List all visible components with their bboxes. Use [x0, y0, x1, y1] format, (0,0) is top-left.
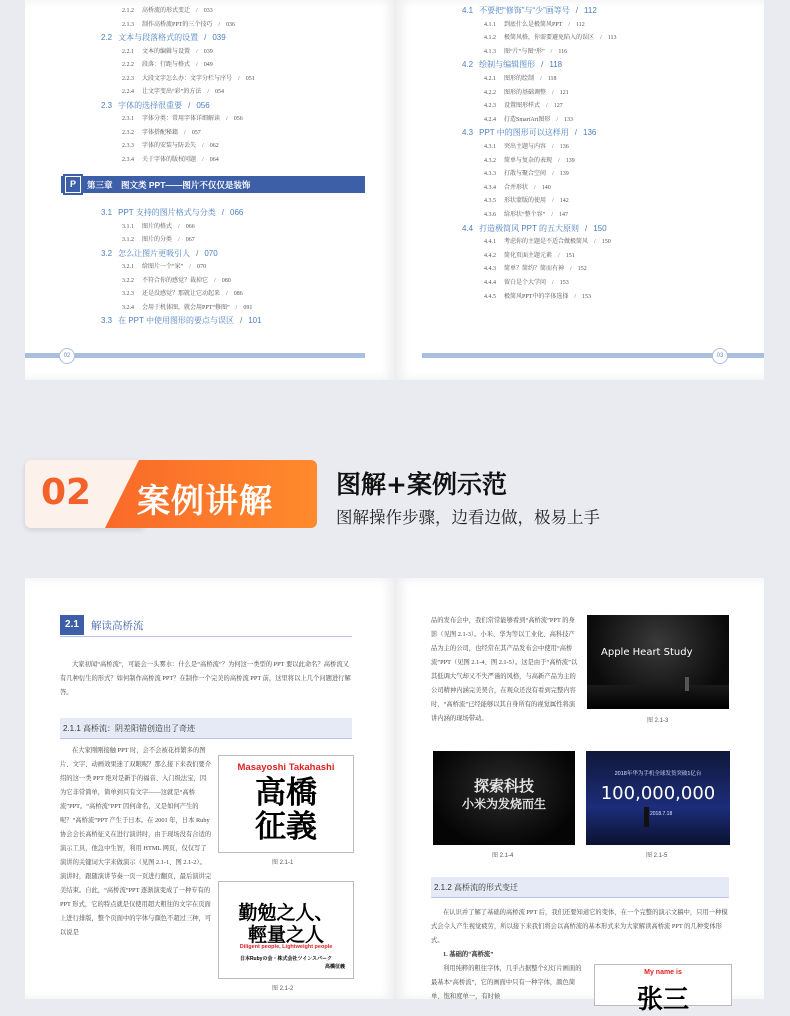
toc-subsection-entry	[484, 32, 616, 41]
toc-entry-page: 062	[209, 143, 219, 149]
toc-entry-title: 让文字变出“彩”的方法	[142, 89, 202, 95]
toc-entry-page: 133	[564, 116, 574, 123]
toc-entry-page: 067	[185, 237, 195, 243]
toc-entry-number: 2.1.3	[122, 21, 134, 28]
section-title: 解读高桥流	[91, 620, 144, 632]
toc-entry-title: 留白是个大学问	[504, 280, 547, 286]
toc-entry-page: 136	[559, 144, 569, 150]
toc-entry-page: 070	[204, 248, 218, 258]
toc-entry-page: 116	[558, 48, 568, 55]
toc-entry-separator: /	[556, 116, 559, 123]
toc-entry-title: 绘制与编辑图形	[479, 60, 536, 70]
toc-section-entry	[101, 207, 243, 218]
toc-subsection-entry	[484, 19, 585, 28]
content-page-left	[25, 578, 395, 999]
toc-entry-separator: /	[552, 144, 554, 150]
toc-entry-page: 112	[584, 6, 597, 15]
toc-entry-page: 086	[233, 291, 243, 297]
toc-subsection-entry	[122, 113, 243, 122]
toc-entry-title: PPT 支持的图片格式与分类	[118, 208, 216, 217]
toc-entry-separator: /	[239, 316, 243, 325]
toc-entry-number: 3.2	[101, 248, 113, 258]
toc-entry-number: 3.3	[101, 316, 113, 325]
toc-subsection-entry	[484, 168, 569, 177]
toc-entry-page: 039	[212, 33, 226, 42]
toc-entry-separator: /	[594, 239, 596, 246]
toc-entry-number: 4.2.3	[484, 103, 496, 110]
toc-entry-number: 4.2	[462, 60, 474, 70]
toc-subsection-entry	[122, 19, 235, 28]
toc-subsection-entry	[122, 127, 201, 136]
list-item-1: 1. 基础的“高桥流”	[443, 951, 494, 958]
fig5-big: 100,000,000	[600, 783, 716, 804]
toc-entry-page: 039	[203, 48, 213, 55]
fig4-line2: 小米为发烧而生	[461, 797, 546, 811]
toc-subsection-entry	[122, 234, 195, 243]
toc-entry-title: 文本与段落格式的设置	[118, 33, 199, 42]
toc-entry-number: 2.3	[101, 100, 113, 110]
fig1-big2: 征義	[255, 809, 317, 845]
toc-entry-separator: /	[551, 212, 553, 218]
toc-entry-separator: /	[558, 252, 560, 259]
fig2-author: 高橋征義	[324, 964, 345, 970]
toc-entry-number: 3.1	[101, 208, 113, 217]
toc-entry-separator: /	[546, 103, 548, 110]
toc-entry-separator: /	[178, 223, 180, 230]
toc-entry-title: 不符合你的感觉？裁掉它	[142, 277, 209, 284]
toc-subsection-entry	[484, 263, 587, 272]
intro-paragraph: 大家初闻“高桥流”，可能会一头雾水：什么是“高桥流”？为何这一类型的 PPT 要以此命名？高桥流又有几种衍生的形式？如何制作高桥流 PPT？在制作一个完美的高桥流 PPT 前，这里将以上几个问题进行解答。	[60, 661, 351, 696]
toc-subsection-entry	[484, 277, 569, 286]
toc-entry-number: 4.4.3	[484, 266, 496, 273]
toc-entry-page: 066	[185, 223, 195, 230]
page-number-left: 02	[59, 348, 75, 364]
toc-entry-separator: /	[188, 100, 191, 110]
toc-entry-number: 4.4.2	[484, 252, 496, 259]
fig2-line1: 勤勉之人、	[238, 902, 334, 924]
toc-entry-page: 064	[209, 156, 219, 163]
toc-entry-separator: /	[218, 21, 221, 28]
toc-entry-number: 4.3.3	[484, 171, 496, 178]
toc-entry-page: 153	[559, 280, 569, 286]
toc-subsection-entry	[122, 221, 195, 230]
toc-entry-page: 036	[226, 21, 236, 28]
toc-subsection-entry	[122, 275, 231, 284]
toc-entry-number: 2.2.4	[122, 89, 134, 95]
toc-entry-number: 4.4	[462, 223, 474, 233]
toc-entry-page: 066	[230, 208, 244, 217]
chapter-3-icon	[63, 174, 83, 195]
fig1-caption: 图 2.1-1	[272, 860, 294, 866]
toc-entry-page: 070	[197, 264, 206, 270]
section-rule	[60, 636, 352, 637]
fig3-stage	[587, 685, 729, 709]
toc-entry-page: 057	[191, 129, 201, 136]
toc-entry-number: 4.1.3	[484, 48, 496, 55]
toc-entry-separator: /	[540, 76, 542, 82]
toc-entry-number: 4.4.5	[484, 293, 496, 300]
toc-entry-separator: /	[202, 143, 204, 149]
fig5-caption: 图 2.1-5	[646, 853, 668, 859]
toc-entry-title: 图形的绘制	[504, 76, 535, 82]
toc-entry-number: 4.3.4	[484, 184, 496, 191]
toc-entry-separator: /	[226, 116, 228, 122]
toc-entry-number: 3.1.2	[122, 237, 134, 243]
toc-entry-number: 2.2	[101, 33, 113, 42]
toc-entry-title: 字体搭配秘籍	[142, 129, 179, 136]
toc-entry-number: 2.3.1	[122, 116, 134, 122]
toc-entry-number: 2.2.3	[122, 75, 134, 82]
toc-subsection-entry	[122, 154, 219, 163]
toc-entry-separator: /	[204, 33, 207, 42]
fig4-line1: 探索科技	[473, 777, 534, 795]
toc-entry-title: 突出主题与内容	[504, 144, 547, 150]
toc-entry-title: 字体的选择很重要	[118, 100, 183, 110]
figure-2-1-5	[586, 751, 730, 845]
footer-bar-left	[25, 353, 365, 358]
fig2-en: Diligent people, Lightweight people	[239, 944, 333, 950]
toc-entry-separator: /	[196, 62, 198, 68]
fig2-line2: 輕量之人	[247, 924, 324, 946]
toc-entry-page: 151	[565, 252, 575, 259]
toc-entry-separator: /	[534, 184, 536, 191]
toc-entry-title: 极简风格，你需要避免陷入的误区	[504, 35, 595, 42]
toc-entry-page: 080	[221, 277, 231, 284]
fig4-caption: 图 2.1-4	[492, 853, 514, 859]
toc-entry-page: 150	[601, 239, 611, 246]
subsection-title-2: 2.1.2 高桥流的形式变迁	[434, 883, 519, 892]
toc-entry-title: 简单？简约？简而有神	[504, 266, 565, 273]
toc-entry-title: 合并形状	[504, 184, 529, 191]
toc-entry-number: 2.2.2	[122, 62, 134, 68]
body-paragraph-right: 在认识并了解了基础的高桥流 PPT 后，我们还要知道它的变体，在一个完整的演示文稿中，只用一种模式会令人产生视觉疲劳，所以接下来我们将会以高桥流的基本形式来为大家解读高桥流 PPT 的几种变体形式。	[431, 909, 728, 944]
banner	[25, 460, 325, 528]
toc-entry-separator: /	[226, 291, 228, 297]
toc-entry-separator: /	[178, 237, 180, 243]
toc-entry-title: 高桥流的形式变迁	[142, 8, 191, 14]
figure-2-1-1	[218, 755, 354, 853]
toc-entry-title: 字体分类：常用字体详细解读	[142, 116, 221, 122]
toc-subsection-entry	[122, 5, 213, 14]
toc-section-entry	[101, 100, 210, 111]
toc-entry-title: 打造极简风 PPT 的五大原则	[479, 223, 579, 233]
toc-entry-title: PPT 中的图形可以这样用	[479, 128, 569, 138]
toc-subsection-entry	[484, 87, 569, 96]
toc-entry-number: 4.4.4	[484, 280, 496, 286]
banner-title: 图解+案例示范	[336, 470, 507, 499]
fig1-name: Masayoshi Takahashi	[237, 762, 335, 773]
toc-subsection-entry	[484, 182, 551, 191]
toc-entry-number: 2.3.2	[122, 129, 134, 136]
fig1-big1: 高橋	[255, 775, 317, 811]
toc-subsection-entry	[484, 155, 575, 164]
toc-entry-separator: /	[552, 89, 554, 96]
toc-subsection-entry	[122, 261, 206, 270]
toc-entry-separator: /	[196, 8, 198, 14]
toc-entry-number: 4.3.5	[484, 198, 496, 205]
toc-entry-title: 关于字体的版权问题	[142, 156, 197, 163]
toc-section-entry	[101, 32, 226, 43]
toc-entry-separator: /	[552, 171, 554, 178]
toc-entry-title: 设置图形样式	[504, 103, 541, 110]
toc-subsection-entry	[484, 195, 569, 204]
toc-entry-page: 142	[559, 198, 569, 205]
toc-entry-separator: /	[238, 75, 240, 82]
toc-entry-title: 文本的编辑与设置	[142, 48, 191, 55]
toc-entry-title: 会用于机体图，就会用PPT“修图”	[142, 304, 230, 311]
toc-entry-number: 4.1	[462, 6, 474, 15]
fig3-text: Apple Heart Study	[601, 647, 693, 658]
toc-subsection-entry	[122, 86, 224, 95]
fig3-speaker	[685, 677, 689, 691]
body-paragraph-left: 在大家刚刚接触 PPT 时，会不会被花样繁多的图片、文字、动画效果迷了双眼呢？那么接下来我们要介绍的这一类 PPT 绝对是新手的福音、入门级法宝，因为它非常简单，简单到只有文字——这就是“高桥流”PPT。“高桥流”PPT 因何命名，又是如何产生的呢？“高桥流”PPT 产生于日本。在 2001 年，日本 Ruby 协会会长高桥征义在进行演讲时，由于现场没有合适的演示工具，他急中生智，利用 HTML 网页，仅仅写了演讲的关键词大字来做演示（见图 2.1-1、图 2.1-2）。演讲时，跟随演讲节奏一页一页进行翻页，最后演讲完美结束。自此，“高桥流”PPT 逐渐演变成了一种专有的 PPT 形式，它的特点就是仅使用超大粗往的文字在页面上进行排版，整个页面中的字体与颜色不超过三种，可以说是	[60, 747, 212, 936]
toc-subsection-entry	[484, 141, 569, 150]
fig2-jp: 日本Rubyの会・株式会社ツインスパーク	[239, 956, 333, 962]
figure-2-1-6	[594, 964, 732, 1015]
toc-entry-number: 4.1.2	[484, 35, 496, 42]
toc-entry-separator: /	[552, 280, 554, 286]
toc-entry-separator: /	[221, 208, 224, 217]
toc-entry-title: 怎么让图片更吸引人	[118, 248, 191, 258]
fig2-caption: 图 2.1-2	[272, 986, 294, 992]
fig6-big: 张三	[636, 985, 689, 1015]
toc-subsection-entry	[484, 250, 575, 259]
toc-entry-separator: /	[196, 48, 198, 55]
toc-entry-title: 简单与复杂的表现	[504, 157, 553, 164]
toc-entry-title: 考虑你的主题是不适合做极简风	[504, 239, 589, 246]
fig3-caption: 图 2.1-3	[647, 718, 669, 724]
toc-entry-number: 2.3.4	[122, 156, 134, 163]
toc-subsection-entry	[122, 140, 219, 149]
toc-section-entry	[462, 127, 596, 138]
toc-entry-title: 图片的分类	[142, 237, 173, 243]
toc-section-entry	[101, 315, 262, 326]
toc-entry-title: 字体的安装与防丢失	[142, 143, 197, 149]
toc-subsection-entry	[122, 302, 252, 311]
toc-subsection-entry	[122, 59, 213, 68]
toc-subsection-entry	[484, 291, 591, 300]
banner-number: 02	[41, 472, 92, 513]
toc-entry-page: 139	[565, 157, 575, 164]
fig5-top: 2018年华为手机全球发货突破1亿台	[614, 771, 702, 777]
toc-entry-title: 大段文字怎么办：文字分栏与序号	[142, 75, 233, 82]
toc-entry-page: 051	[245, 75, 255, 82]
toc-entry-page: 056	[196, 100, 210, 110]
toc-section-entry	[462, 59, 562, 70]
subsection-header-2-1-1	[60, 718, 352, 739]
toc-entry-number: 4.3.6	[484, 212, 496, 218]
toc-entry-title: 还是没感觉？那就让它动起来	[142, 291, 221, 297]
toc-entry-page: 056	[233, 116, 243, 122]
toc-entry-page: 127	[553, 103, 563, 110]
toc-entry-separator: /	[550, 48, 553, 55]
toc-page-right	[396, 0, 764, 380]
toc-entry-title: 打散与聚合空间	[504, 171, 547, 178]
page-number-right: 03	[712, 348, 728, 364]
fig6-small: My name is	[644, 969, 682, 976]
body-paragraph-right-top: 品的发布会中，我们常常能够看到“高桥流”PPT 的身影（见图 2.1-3）。小米、华为等以工业化、高科技产品为主的公司，也经常在其产品发布会中使用“高桥流”PPT（见图 2.1-4、图 2.1-5）。这是由于“高桥流”以其低调大气却又不失严谨的风格，与高新产品为主的公司精神内涵完美契合，在观众还没有看到完整内容时，“高桥流”已经能够以其自身所有的视觉属性将演讲内涵的现场带动。	[431, 617, 578, 722]
content-page-right	[396, 578, 764, 1015]
toc-entry-title: 制作高桥流PPT的三个技巧	[142, 21, 213, 28]
toc-entry-separator: /	[207, 89, 209, 95]
toc-entry-separator: /	[574, 293, 577, 300]
toc-entry-title: 打造SmartArt图形	[504, 116, 551, 123]
toc-subsection-entry	[122, 46, 213, 55]
toc-entry-page: 112	[576, 21, 585, 28]
toc-entry-number: 4.3	[462, 128, 474, 138]
toc-entry-separator: /	[575, 6, 579, 15]
toc-entry-page: 049	[203, 62, 213, 68]
chapter-3-title: 图文类 PPT——图片不仅仅是装饰	[121, 180, 251, 190]
subsection-title: 2.1.1 高桥流：阴差阳错创造出了奇迹	[63, 724, 196, 733]
toc-subsection-entry	[484, 236, 611, 245]
toc-entry-separator: /	[568, 21, 571, 28]
ppt-icon: P	[66, 177, 80, 192]
figure-2-1-3	[587, 615, 729, 709]
toc-entry-number: 4.3.2	[484, 157, 496, 164]
toc-entry-separator: /	[574, 128, 577, 138]
toc-entry-page: 153	[582, 293, 592, 300]
toc-entry-page: 118	[549, 60, 563, 70]
toc-entry-title: 不要把“修饰”与“少”画等号	[479, 6, 570, 15]
toc-entry-page: 113	[607, 35, 617, 42]
toc-entry-page: 091	[243, 304, 253, 311]
toc-entry-separator: /	[600, 35, 602, 42]
toc-entry-number: 3.2.3	[122, 291, 134, 297]
toc-subsection-entry	[484, 46, 567, 55]
toc-entry-title: 形状蒙版的使用	[504, 198, 547, 205]
toc-entry-separator: /	[184, 129, 186, 136]
toc-entry-number: 4.2.4	[484, 116, 496, 123]
toc-section-entry	[462, 223, 607, 234]
toc-page-left	[25, 0, 395, 380]
toc-entry-title: 给形状“整个容”	[504, 212, 546, 218]
toc-entry-number: 2.1.2	[122, 8, 134, 14]
fig5-speaker	[644, 807, 649, 827]
toc-entry-number: 4.1.1	[484, 21, 496, 28]
toc-entry-title: 段落：行距与格式	[142, 62, 191, 68]
toc-entry-separator: /	[214, 277, 216, 284]
toc-entry-number: 4.3.1	[484, 144, 496, 150]
toc-entry-separator: /	[189, 264, 191, 270]
toc-entry-title: 极简风PPT中的字体选择	[504, 293, 569, 300]
body-paragraph-right-2: 利用纯粹的粗往字体，几乎占据整个幻灯片画面的最基本“高桥流”，它的画面中只有一种字体，颜色简单、饱和度单一，有时候	[431, 965, 582, 1000]
fig5-date: 2018.7.18	[650, 811, 673, 817]
toc-entry-page: 033	[203, 8, 213, 14]
toc-entry-number: 3.1.1	[122, 223, 134, 230]
chapter-3-label: 第三章	[87, 180, 113, 190]
toc-entry-number: 4.2.1	[484, 76, 496, 82]
toc-entry-number: 4.4.1	[484, 239, 496, 246]
toc-entry-title: 简化页面主题元素	[504, 252, 553, 259]
toc-entry-page: 121	[559, 89, 569, 96]
toc-section-entry	[101, 248, 218, 259]
subsection-header-2-1-2	[431, 877, 729, 898]
toc-entry-separator: /	[235, 304, 238, 311]
toc-entry-title: 给图片一个“家”	[142, 264, 184, 270]
section-num-box: 2.1	[60, 615, 84, 635]
toc-entry-page: 139	[559, 171, 569, 178]
toc-entry-number: 3.2.2	[122, 277, 134, 284]
toc-entry-title: 在 PPT 中使用图形的要点与误区	[118, 316, 234, 325]
figure-2-1-2	[218, 881, 354, 979]
banner-subtitle: 图解操作步骤，边看边做，极易上手	[336, 508, 600, 527]
toc-entry-number: 3.2.4	[122, 304, 134, 311]
toc-entry-separator: /	[570, 266, 572, 273]
toc-subsection-entry	[122, 288, 243, 297]
toc-entry-title: 图形的基础调整	[504, 89, 547, 96]
toc-entry-page: 054	[215, 89, 224, 95]
toc-entry-page: 150	[593, 223, 607, 233]
toc-entry-separator: /	[196, 248, 199, 258]
toc-entry-page: 118	[547, 76, 557, 82]
toc-subsection-entry	[484, 100, 563, 109]
toc-subsection-entry	[484, 114, 573, 123]
toc-entry-page: 147	[559, 212, 568, 218]
toc-entry-page: 136	[583, 128, 597, 138]
toc-entry-page: 152	[577, 266, 587, 273]
toc-entry-number: 2.2.1	[122, 48, 134, 55]
toc-entry-separator: /	[202, 156, 204, 163]
toc-entry-number: 2.3.3	[122, 143, 134, 149]
figure-2-1-4	[433, 751, 575, 845]
toc-entry-number: 3.2.1	[122, 264, 134, 270]
banner-label: 案例讲解	[137, 481, 273, 520]
toc-entry-page: 101	[248, 316, 262, 325]
toc-entry-title: 到底什么是极简风PPT	[504, 21, 563, 28]
toc-entry-title: 图片的格式	[142, 223, 173, 230]
toc-subsection-entry	[484, 73, 556, 82]
toc-subsection-entry	[484, 209, 568, 218]
toc-entry-page: 140	[541, 184, 551, 191]
toc-entry-separator: /	[584, 223, 588, 233]
toc-entry-separator: /	[552, 198, 554, 205]
toc-subsection-entry	[122, 73, 255, 82]
toc-section-entry	[462, 5, 597, 16]
toc-entry-separator: /	[541, 60, 544, 70]
toc-entry-number: 4.2.2	[484, 89, 496, 96]
toc-entry-separator: /	[558, 157, 560, 164]
toc-entry-title: 图“片”与图“形”	[504, 48, 545, 55]
